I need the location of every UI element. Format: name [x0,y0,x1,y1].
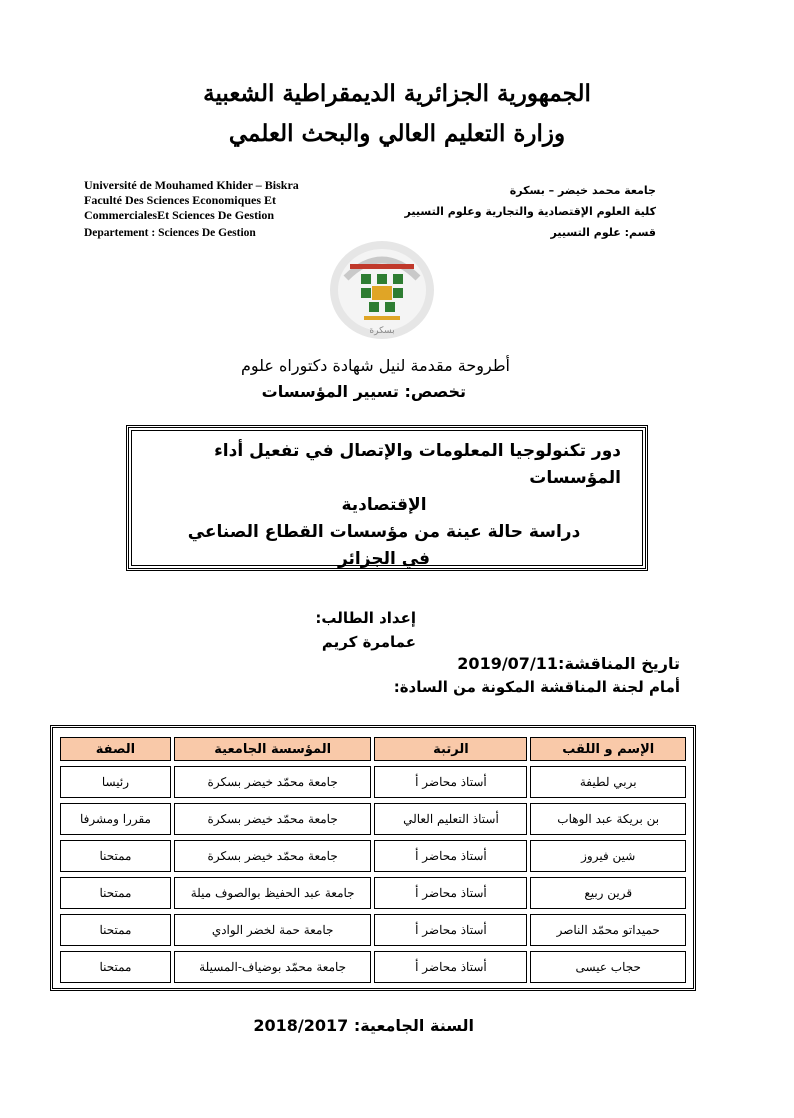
student-block [250,606,416,654]
jury-name: قرين ربيع [530,877,686,909]
jury-role: ممتحنا [60,840,171,872]
jury-institution: جامعة محمّد خيضر بسكرة [174,840,372,872]
university-fr-line1: Université de Mouhamed Khider – Biskra [84,178,299,192]
university-french-block [84,178,344,241]
jury-table [57,732,689,988]
jury-rank: أستاذ محاضر أ [374,951,527,983]
jury-institution: جامعة محمّد خيضر بسكرة [174,803,372,835]
jury-rank: أستاذ محاضر أ [374,877,527,909]
university-fr-line2: Faculté Des Sciences Economiques Et [84,193,276,207]
jury-name: بن بريكة عبد الوهاب [530,803,686,835]
header-name: الإسم و اللقب [530,737,686,761]
thesis-degree: أطروحة مقدمة لنيل شهادة دكتوراه علوم [240,356,510,375]
table-row [60,914,686,946]
jury-role: ممتحنا [60,877,171,909]
university-fr-line4: Departement : Sciences De Gestion [84,227,256,239]
jury-role: ممتحنا [60,951,171,983]
defense-date [300,654,680,673]
defense-date-label: تاريخ المناقشة: [558,654,680,673]
republic-heading: الجمهورية الجزائرية الديمقراطية الشعبية [203,80,591,107]
committee-intro: أمام لجنة المناقشة المكونة من السادة: [393,678,680,696]
ministry-heading: وزارة التعليم العالي والبحث العلمي [228,120,566,147]
table-row [60,766,686,798]
jury-header-row [60,737,686,761]
student-name: عمامرة كريم [321,633,416,651]
table-row [60,803,686,835]
thesis-title-box [126,425,648,571]
jury-rank: أستاذ التعليم العالي [374,803,527,835]
jury-name: حجاب عيسى [530,951,686,983]
table-row [60,840,686,872]
defense-date-value: 2019/07/11 [457,654,559,673]
title-line2: الإقتصادية [341,495,427,515]
jury-name: شين فيروز [530,840,686,872]
academic-year [200,1016,474,1035]
jury-institution: جامعة عبد الحفيظ بوالصوف ميلة [174,877,372,909]
university-arabic-block [380,180,656,243]
academic-year-value: 2018/2017 [253,1016,349,1035]
logo-caption: بسكرة [369,326,395,336]
jury-institution: جامعة محمّد خيضر بسكرة [174,766,372,798]
jury-rank: أستاذ محاضر أ [374,766,527,798]
academic-year-label: السنة الجامعية: [353,1016,474,1035]
header-rank: الرتبة [374,737,527,761]
student-label: إعداد الطالب: [315,609,416,627]
header-role: الصفة [60,737,171,761]
table-row [60,951,686,983]
thesis-specialty: تخصص: تسيير المؤسسات [261,382,466,401]
jury-role: رئيسا [60,766,171,798]
jury-institution: جامعة محمّد بوضياف-المسيلة [174,951,372,983]
jury-name: حميداتو محمّد الناصر [530,914,686,946]
university-ar-line3: قسم: علوم التسيير [550,226,656,239]
jury-role: مقررا ومشرفا [60,803,171,835]
jury-rank: أستاذ محاضر أ [374,914,527,946]
title-line1: دور تكنولوجيا المعلومات والإتصال في تفعيل أداء المؤسسات [214,441,621,488]
university-seal-icon [328,240,436,340]
university-ar-line2: كلية العلوم الإقتصادية والتجارية وعلوم التسيير [404,205,656,218]
jury-institution: جامعة حمة لخضر الوادي [174,914,372,946]
jury-table-frame [50,725,696,991]
jury-role: ممتحنا [60,914,171,946]
title-line4: في الجزائر [337,549,431,569]
jury-name: بربي لطيفة [530,766,686,798]
table-row [60,877,686,909]
jury-rank: أستاذ محاضر أ [374,840,527,872]
university-fr-line3: CommercialesEt Sciences De Gestion [84,208,275,222]
university-ar-line1: جامعة محمد خيضر – بسكرة [509,184,656,197]
title-line3: دراسة حالة عينة من مؤسسات القطاع الصناعي [187,522,581,542]
header-institution: المؤسسة الجامعية [174,737,372,761]
